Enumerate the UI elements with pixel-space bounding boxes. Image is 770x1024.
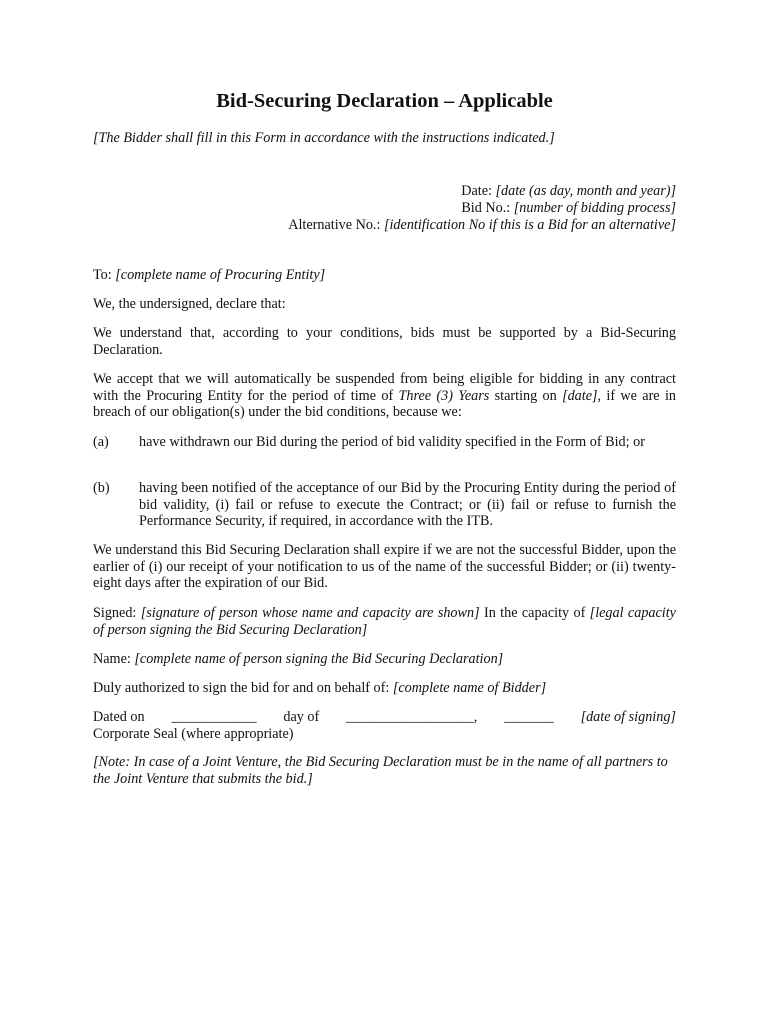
authorized-value: [complete name of Bidder] [392,680,547,696]
date-value: [date (as day, month and year)] [495,183,676,199]
bid-no-field [93,200,676,217]
month-blank: __________________, [346,709,478,725]
signed-value: [signature of person whose name and capacity are shown] [140,605,480,621]
paragraph-understand: We understand that, according to your conditions, bids must be supported by a Bid-Securing Declaration. [93,325,676,358]
joint-venture-note: [Note: In case of a Joint Venture, the Bid Securing Declaration must be in the name of all partners to the Joint Venture that submits the bid.] [93,754,668,787]
instruction-note: [The Bidder shall fill in this Form in accordance with the instructions indicated.] [93,130,555,146]
capacity-value: [legal capacity of person signing the Bid Securing Declaration] [93,605,676,638]
list-item-text: have withdrawn our Bid during the period of bid validity specified in the Form of Bid; or [139,434,645,450]
name-label: Name: [93,651,135,667]
date-field [93,183,676,200]
name-block [93,651,676,668]
document-title: Bid-Securing Declaration – Applicable [216,90,553,112]
alt-no-value: [identification No if this is a Bid for an alternative] [383,217,676,233]
authorized-label: Duly authorized to sign the bid for and on behalf of: [93,680,393,696]
to-value: [complete name of Procuring Entity] [115,267,326,283]
start-date-placeholder: [date] [562,387,598,404]
corporate-seal: Corporate Seal (where appropriate) [93,725,294,742]
dated-line [93,709,676,726]
accept-text-1: We accept that we will automatically be suspended from being eligible for bidding in any contract with the Procuring Entity for the period of time of [93,371,676,404]
signed-block [93,605,676,638]
accept-text-3: , if we are in breach of our obligation(s) under the bid conditions, because we: [93,387,676,420]
accept-text-2: starting on [489,387,563,404]
bid-no-label: Bid No.: [461,200,514,216]
day-blank: ____________ [171,709,257,725]
name-value: [complete name of person signing the Bid Securing Declaration] [134,651,504,667]
day-of-label: day of [283,709,320,725]
date-of-signing: [date of signing] [580,709,676,725]
date-label: Date: [461,183,496,199]
authorized-block [93,680,676,697]
paragraph-accept [93,371,676,421]
list-item-label: (a) [93,434,109,450]
declare-intro: We, the undersigned, declare that: [93,296,286,312]
dated-on-label: Dated on [93,709,145,725]
addressee [93,267,676,284]
year-blank: _______ [504,709,554,725]
alt-no-label: Alternative No.: [288,217,384,233]
alternative-no-field [93,217,676,234]
header-fields [93,183,676,234]
dated-block [93,709,676,742]
list-item-text: having been notified of the acceptance of our Bid by the Procuring Entity during the period of bid validity, (i) fail or refuse to execute the Contract; or (ii) fail or refuse to furnish the Performance Security, if required, in accordance with the ITB. [139,480,676,529]
suspension-period: Three (3) Years [398,387,490,404]
bid-no-value: [number of bidding process] [513,200,676,216]
signed-label: Signed: [93,605,141,621]
paragraph-expire: We understand this Bid Securing Declaration shall expire if we are not the successful Bidder, upon the earlier of (i) our receipt of your notification to us of the name of the successful Bidder; or (ii) twenty-eight days after the expiration of our Bid. [93,542,676,591]
to-label: To: [93,267,116,283]
list-item-label: (b) [93,480,110,496]
capacity-label: In the capacity of [479,605,590,621]
